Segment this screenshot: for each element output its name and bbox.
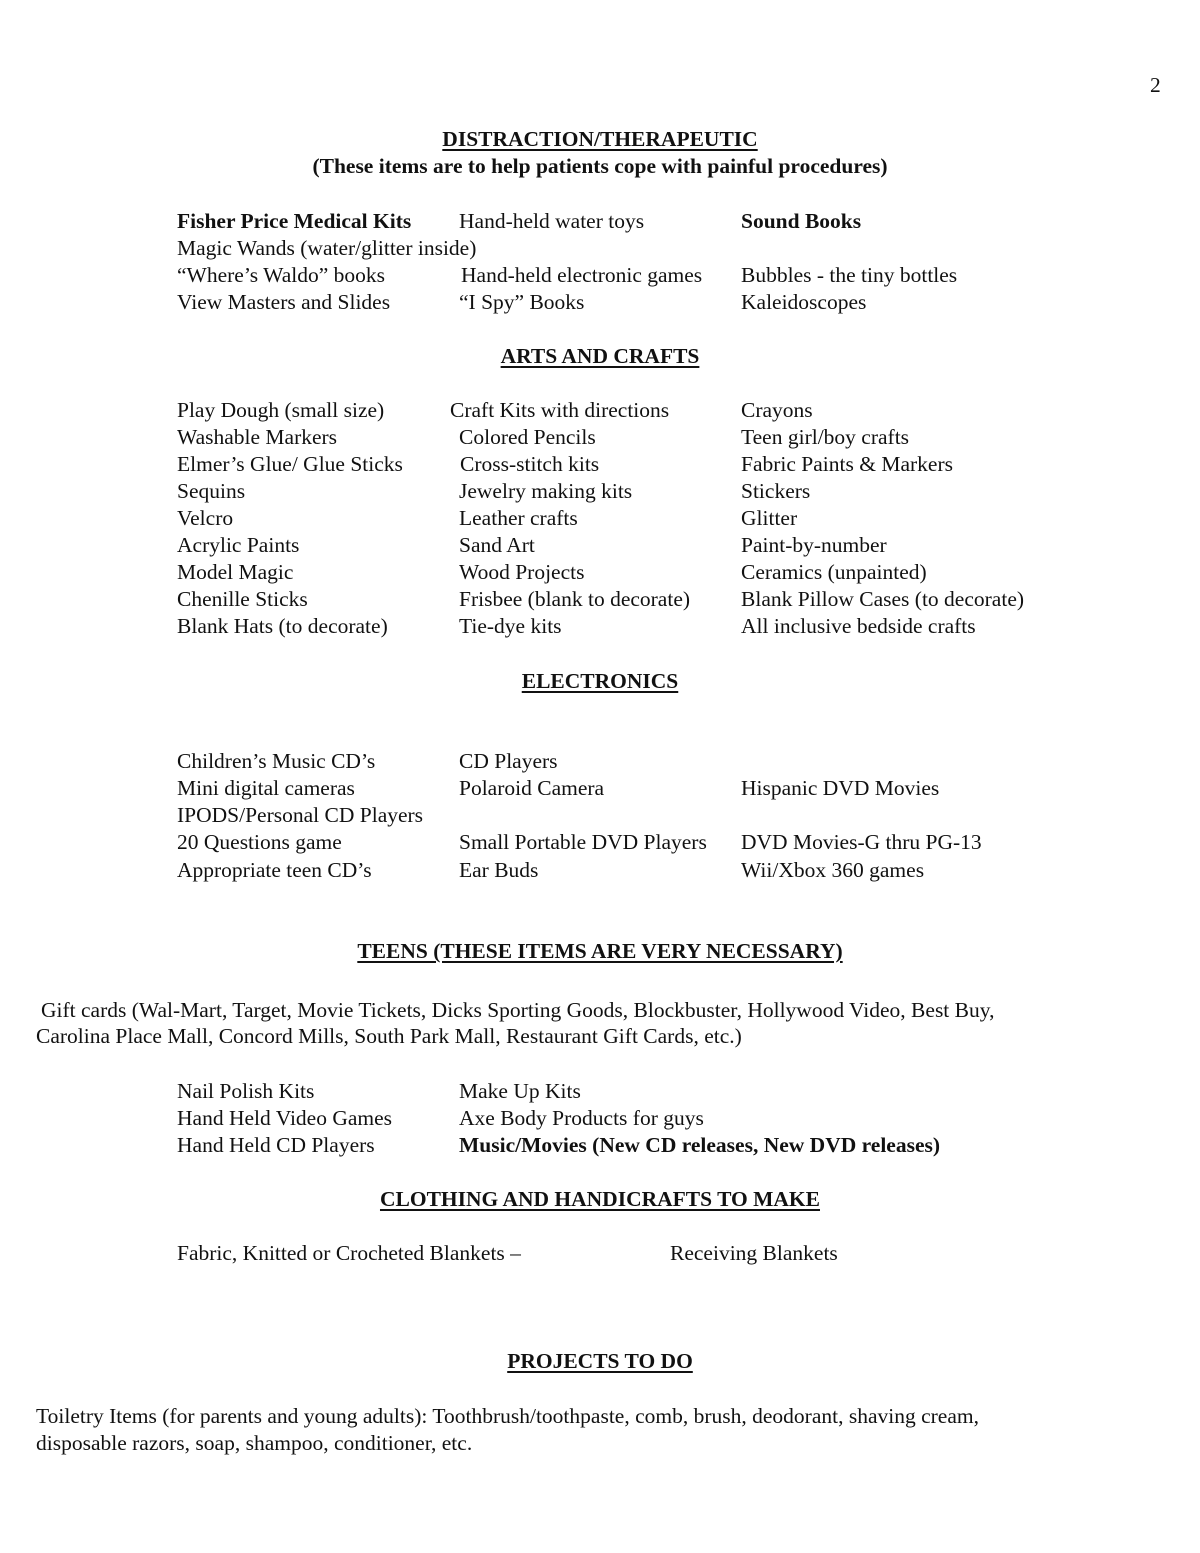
list-item: Jewelry making kits — [459, 479, 633, 503]
distraction-subheading: (These items are to help patients cope with painful procedures) — [312, 154, 888, 178]
list-item: Music/Movies (New CD releases, New DVD releases) — [459, 1133, 941, 1157]
list-item: Teen girl/boy crafts — [741, 425, 910, 449]
list-item: DVD Movies-G thru PG-13 — [741, 830, 982, 854]
gift-cards-line-1: Gift cards (Wal-Mart, Target, Movie Tickets, Dicks Sporting Goods, Blockbuster, Hollywood Video, Best Buy, — [41, 998, 995, 1022]
list-item: Kaleidoscopes — [741, 290, 867, 314]
list-item: Hand-held water toys — [459, 209, 645, 233]
list-item: Paint-by-number — [741, 533, 887, 557]
list-item: Craft Kits with directions — [450, 398, 670, 422]
list-item: Wood Projects — [459, 560, 585, 584]
list-item: Sand Art — [459, 533, 535, 557]
list-item: Leather crafts — [459, 506, 578, 530]
list-item: Make Up Kits — [459, 1079, 581, 1103]
list-item: Hand-held electronic games — [461, 263, 703, 287]
list-item: View Masters and Slides — [177, 290, 391, 314]
list-item: Elmer’s Glue/ Glue Sticks — [177, 452, 403, 476]
arts-heading: ARTS AND CRAFTS — [500, 344, 700, 368]
list-item: “Where’s Waldo” books — [177, 263, 386, 287]
list-item: Washable Markers — [177, 425, 338, 449]
list-item: Acrylic Paints — [177, 533, 300, 557]
list-item: 20 Questions game — [177, 830, 342, 854]
list-item: Hand Held CD Players — [177, 1133, 375, 1157]
list-item: Sequins — [177, 479, 246, 503]
list-item: Bubbles - the tiny bottles — [741, 263, 958, 287]
list-item: IPODS/Personal CD Players — [177, 803, 424, 827]
list-item: Tie-dye kits — [459, 614, 562, 638]
distraction-heading: DISTRACTION/THERAPEUTIC — [442, 127, 758, 151]
projects-heading: PROJECTS TO DO — [507, 1349, 693, 1373]
list-item: Ear Buds — [459, 858, 539, 882]
list-item: Wii/Xbox 360 games — [741, 858, 925, 882]
list-item: Hispanic DVD Movies — [741, 776, 940, 800]
electronics-heading: ELECTRONICS — [521, 669, 679, 693]
list-item: Fabric, Knitted or Crocheted Blankets – — [177, 1241, 521, 1265]
list-item: Hand Held Video Games — [177, 1106, 393, 1130]
list-item: Sound Books — [741, 209, 862, 233]
list-item: Play Dough (small size) — [177, 398, 385, 422]
list-item: All inclusive bedside crafts — [741, 614, 976, 638]
list-item: Appropriate teen CD’s — [177, 858, 372, 882]
list-item: Nail Polish Kits — [177, 1079, 315, 1103]
list-item: Model Magic — [177, 560, 294, 584]
list-item: Fisher Price Medical Kits — [177, 209, 412, 233]
list-item: Mini digital cameras — [177, 776, 355, 800]
list-item: Crayons — [741, 398, 813, 422]
list-item: Small Portable DVD Players — [459, 830, 707, 854]
list-item: Receiving Blankets — [670, 1241, 838, 1265]
list-item: Magic Wands (water/glitter inside) — [177, 236, 477, 260]
list-item: Colored Pencils — [459, 425, 596, 449]
list-item: Blank Pillow Cases (to decorate) — [741, 587, 1025, 611]
list-item: Polaroid Camera — [459, 776, 605, 800]
projects-line-2: disposable razors, soap, shampoo, conditioner, etc. — [36, 1431, 473, 1455]
list-item: CD Players — [459, 749, 558, 773]
list-item: Stickers — [741, 479, 811, 503]
list-item: Frisbee (blank to decorate) — [459, 587, 691, 611]
list-item: Axe Body Products for guys — [459, 1106, 704, 1130]
list-item: “I Spy” Books — [459, 290, 585, 314]
page-number: 2 — [1150, 73, 1161, 97]
teens-heading: TEENS (THESE ITEMS ARE VERY NECESSARY) — [357, 939, 843, 963]
list-item: Fabric Paints & Markers — [741, 452, 953, 476]
projects-line-1: Toiletry Items (for parents and young adults): Toothbrush/toothpaste, comb, brush, deodorant, shaving cream, — [36, 1404, 979, 1428]
list-item: Blank Hats (to decorate) — [177, 614, 388, 638]
gift-cards-line-2: Carolina Place Mall, Concord Mills, South Park Mall, Restaurant Gift Cards, etc.) — [36, 1024, 742, 1048]
list-item: Children’s Music CD’s — [177, 749, 376, 773]
list-item: Ceramics (unpainted) — [741, 560, 927, 584]
list-item: Velcro — [177, 506, 234, 530]
clothing-heading: CLOTHING AND HANDICRAFTS TO MAKE — [379, 1187, 820, 1211]
list-item: Chenille Sticks — [177, 587, 308, 611]
list-item: Glitter — [741, 506, 798, 530]
list-item: Cross-stitch kits — [460, 452, 600, 476]
